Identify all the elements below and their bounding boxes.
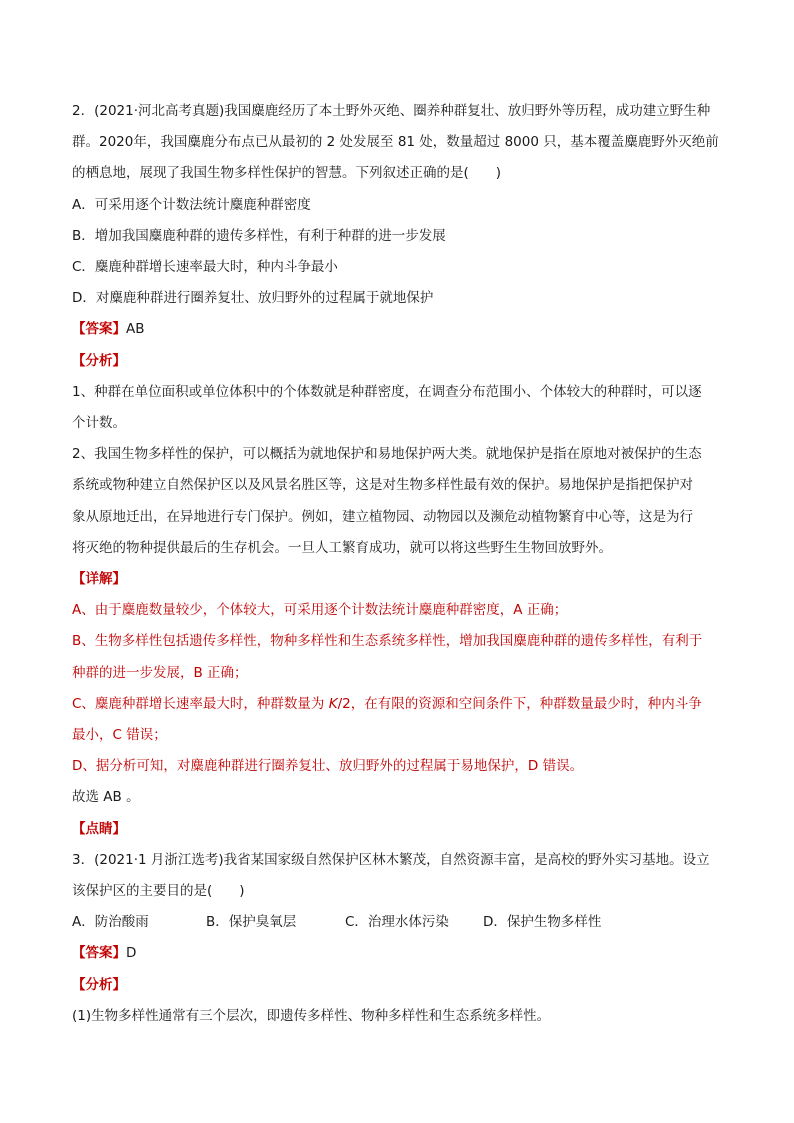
q2-analysis-2c: 象从原地迁出，在异地进行专门保护。例如，建立植物园、动物园以及濒危动植物繁育中心等，这是为行 <box>72 508 693 525</box>
q3-option-c: C．治理水体污染 <box>345 914 449 931</box>
q2-detail-heading <box>72 564 724 595</box>
q2-analysis-2d: 将灭绝的物种提供最后的生存机会。一旦人工繁育成功，就可以将这些野生生物回放野外。 <box>72 539 612 556</box>
document-page <box>72 96 724 1032</box>
q3-stem-line-1: 3．(2021·1 月浙江选考)我省某国家级自然保护区林木繁茂，自然资源丰富，是高校的野外实习基地。设立 <box>72 851 710 868</box>
q2-detail-b2: 种群的进一步发展，B 正确； <box>72 664 248 681</box>
answer-tag: 【答案】 <box>72 945 126 962</box>
q2-stem-line-1: 2．(2021·河北高考真题)我国麋鹿经历了本土野外灭绝、圈养种群复壮、放归野外等历程，成功建立野生种 <box>72 103 711 119</box>
detail-c1-pre: C、麋鹿种群增长速率最大时，种群数量为 <box>72 695 329 712</box>
q3-stem-line-2: 该保护区的主要目的是( ) <box>72 883 245 900</box>
q2-option-b: B．增加我国麋鹿种群的遗传多样性，有利于种群的进一步发展 <box>72 227 446 244</box>
q2-analysis-2b: 系统或物种建立自然保护区以及风景名胜区等，这是对生物多样性最有效的保护。易地保护是指把保护对 <box>72 477 693 494</box>
q2-analysis-1a: 1、种群在单位面积或单位体积中的个体数就是种群密度，在调查分布范围小、个体较大的种群时，可以逐 <box>72 383 702 400</box>
q2-analysis-1b: 个计数。 <box>72 415 126 432</box>
q3-analysis-heading <box>72 970 724 1001</box>
answer-tag: 【答案】 <box>72 321 126 338</box>
detail-c1-k: K <box>328 695 338 712</box>
comment-tag: 【点睛】 <box>72 820 126 837</box>
q3-option-b: B．保护臭氧层 <box>206 914 297 931</box>
q2-analysis-heading <box>72 346 724 377</box>
q2-stem-line-2: 群。2020年，我国麋鹿分布点已从最初的 2 处发展至 81 处，数量超过 8000 只，基本覆盖麋鹿野外灭绝前 <box>72 134 719 151</box>
analysis-tag: 【分析】 <box>72 352 126 369</box>
q2-stem-line-3: 的栖息地，展现了我国生物多样性保护的智慧。下列叙述正确的是( ) <box>72 165 502 182</box>
q2-detail-b1: B、生物多样性包括遗传多样性，物种多样性和生态系统多样性，增加我国麋鹿种群的遗传多样性，有利于 <box>72 633 703 650</box>
q3-answer <box>72 938 724 969</box>
q3-analysis-1: (1)生物多样性通常有三个层次，即遗传多样性、物种多样性和生态系统多样性。 <box>72 1007 551 1024</box>
detail-tag: 【详解】 <box>72 571 126 588</box>
q3-option-d: D．保护生物多样性 <box>483 914 602 931</box>
q2-option-a: A．可采用逐个计数法统计麋鹿种群密度 <box>72 196 311 213</box>
q2-detail-c2: 最小，C 错误； <box>72 727 167 744</box>
q2-option-c: C．麋鹿种群增长速率最大时，种内斗争最小 <box>72 259 338 276</box>
q2-detail-d: D、据分析可知，对麋鹿种群进行圈养复壮、放归野外的过程属于易地保护，D 错误。 <box>72 758 584 775</box>
q2-detail-c1 <box>72 689 724 720</box>
q3-options <box>72 907 724 938</box>
q2-comment-heading <box>72 814 724 845</box>
analysis-tag: 【分析】 <box>72 976 126 993</box>
q2-answer <box>72 314 724 345</box>
answer-value: AB <box>126 321 145 338</box>
answer-value: D <box>126 945 137 962</box>
q2-conclusion: 故选 AB 。 <box>72 789 140 806</box>
q2-detail-a: A、由于麋鹿数量较少，个体较大，可采用逐个计数法统计麋鹿种群密度，A 正确； <box>72 602 568 619</box>
detail-c1-post: /2，在有限的资源和空间条件下，种群数量最少时，种内斗争 <box>337 695 702 712</box>
q2-option-d: D．对麋鹿种群进行圈养复壮、放归野外的过程属于就地保护 <box>72 290 434 307</box>
q3-option-a: A．防治酸雨 <box>72 914 149 931</box>
q2-analysis-2a: 2、我国生物多样性的保护，可以概括为就地保护和易地保护两大类。就地保护是指在原地对被保护的生态 <box>72 446 702 463</box>
